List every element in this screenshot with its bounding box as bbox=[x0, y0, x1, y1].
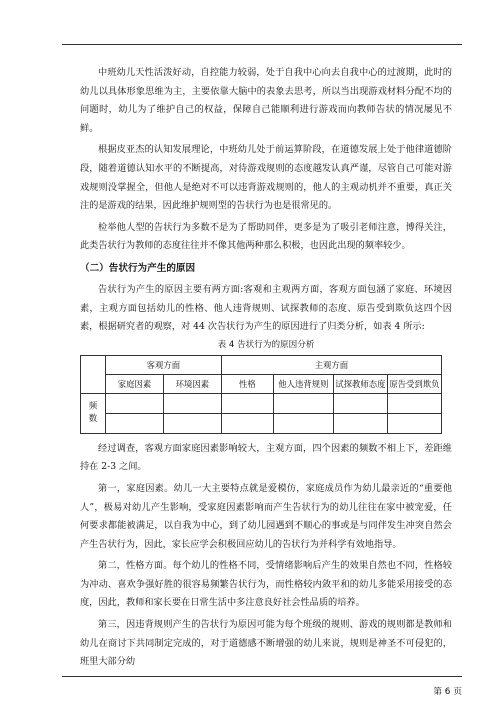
header-subjective: 主观方面 bbox=[221, 355, 441, 374]
table-cell bbox=[163, 393, 221, 413]
paragraph-6: 第二，性格方面。每个幼儿的性格不同，受情绪影响后产生的效果自然也不同，性格较为冲动、喜欢争强好胜的很容易频繁告状行为，而性格较内敛平和的幼儿多能采用接受的态度，因此，教师和家长要在日常生活中多注意良好社会性品质的培养。 bbox=[80, 560, 452, 609]
page-number: 第 6 页 bbox=[433, 687, 462, 697]
table-cell bbox=[333, 393, 387, 413]
paragraph-1: 中班幼儿天性活泼好动，自控能力较弱，处于自我中心向去自我中心的过渡期，此时的幼儿以具体形象思维为主，主要依靠大脑中的表象去思考，所以当出现游戏材料分配不均的问题时，幼儿为了维护自己的权益，保障自己能顺利进行游戏而向教师告状的情况屡见不鲜。 bbox=[80, 67, 452, 134]
column-header: 原告受到欺负 bbox=[387, 374, 441, 393]
column-header: 试探教师态度 bbox=[333, 374, 387, 393]
table-header-row-1 bbox=[81, 355, 442, 374]
table-corner-cell bbox=[81, 355, 106, 393]
column-header: 他人违背规则 bbox=[273, 374, 333, 393]
section-heading: （二）告状行为产生的原因 bbox=[80, 262, 196, 274]
cause-analysis-table bbox=[80, 355, 442, 434]
table-cell bbox=[273, 413, 333, 433]
paragraph-intro: 告状行为产生的原因主要有两方面:客观和主观两方面，客观方面包涵了家庭、环境因素，主观方面包括幼儿的性格、他人违背规则、试探教师的态度、原告受到欺负这四个因素，根据研究者的观察，对 44 次告状行为产生的原因进行了归类分析，如表 4 所示: bbox=[80, 283, 452, 333]
table-cell bbox=[273, 393, 333, 413]
table-row bbox=[81, 413, 442, 433]
paragraph-4: 经过调查，客观方面家庭因素影响较大，主观方面，四个因素的频数不相上下，差距维持在 2-3 之间。 bbox=[80, 442, 452, 473]
body-text bbox=[80, 64, 452, 672]
table-cell bbox=[333, 413, 387, 433]
table-cell bbox=[221, 393, 273, 413]
table-cell bbox=[387, 393, 441, 413]
column-header: 家庭因素 bbox=[106, 374, 164, 393]
table-cell bbox=[106, 413, 164, 433]
table-cell bbox=[387, 413, 441, 433]
column-header: 环境因素 bbox=[163, 374, 221, 393]
table-row bbox=[81, 393, 442, 413]
table-cell bbox=[221, 413, 273, 433]
header-objective: 客观方面 bbox=[106, 355, 222, 374]
table-header-row-2 bbox=[81, 374, 442, 393]
paragraph-5: 第一，家庭因素。幼儿一大主要特点就是爱模仿，家庭成员作为幼儿最亲近的“重要他人”，极易对幼儿产生影响，受家庭因素影响而产生告状行为的幼儿往往在家中被宠爱，任何要求都能被满足，以自我为中心，到了幼儿园遇到不顺心的事或是与同伴发生冲突自然会产生告状行为，因此，家长应学会积极回应幼儿的告状行为并科学有效地指导。 bbox=[80, 482, 452, 550]
row-label-frequency: 频数 bbox=[81, 393, 106, 433]
table-caption: 表 4 告状行为的原因分析 bbox=[217, 339, 315, 350]
paragraph-3: 检举他人型的告状行为多数不是为了帮助同伴，更多是为了吸引老师注意，博得关注，此类告状行为教师的态度往往并不像其他两种那么积极，也因此出现的频率较少。 bbox=[80, 221, 452, 252]
table-cell bbox=[163, 413, 221, 433]
header-rule bbox=[62, 44, 462, 45]
column-header: 性格 bbox=[221, 374, 273, 393]
footer-rule bbox=[62, 676, 462, 677]
paragraph-7: 第三，因违背规则产生的告状行为原因可能为每个班级的规则、游戏的规则都是教师和幼儿在商讨下共同制定完成的，对于道德感不断增强的幼儿来说，规则是神圣不可侵犯的，班里大部分幼 bbox=[80, 619, 452, 668]
table-cell bbox=[106, 393, 164, 413]
paragraph-2: 根据皮亚杰的认知发展理论，中班幼儿处于前运算阶段，在道德发展上处于他律道德阶段，随着道德认知水平的不断提高，对待游戏规则的态度越发认真严谨，尽管自己可能对游戏规则没掌握全，但他人是绝对不可以违背游戏规则的，他人的主观动机并不重要，真正关注的是游戏的结果，因此维护规则型的告状行为也是很常见的。 bbox=[80, 144, 452, 212]
